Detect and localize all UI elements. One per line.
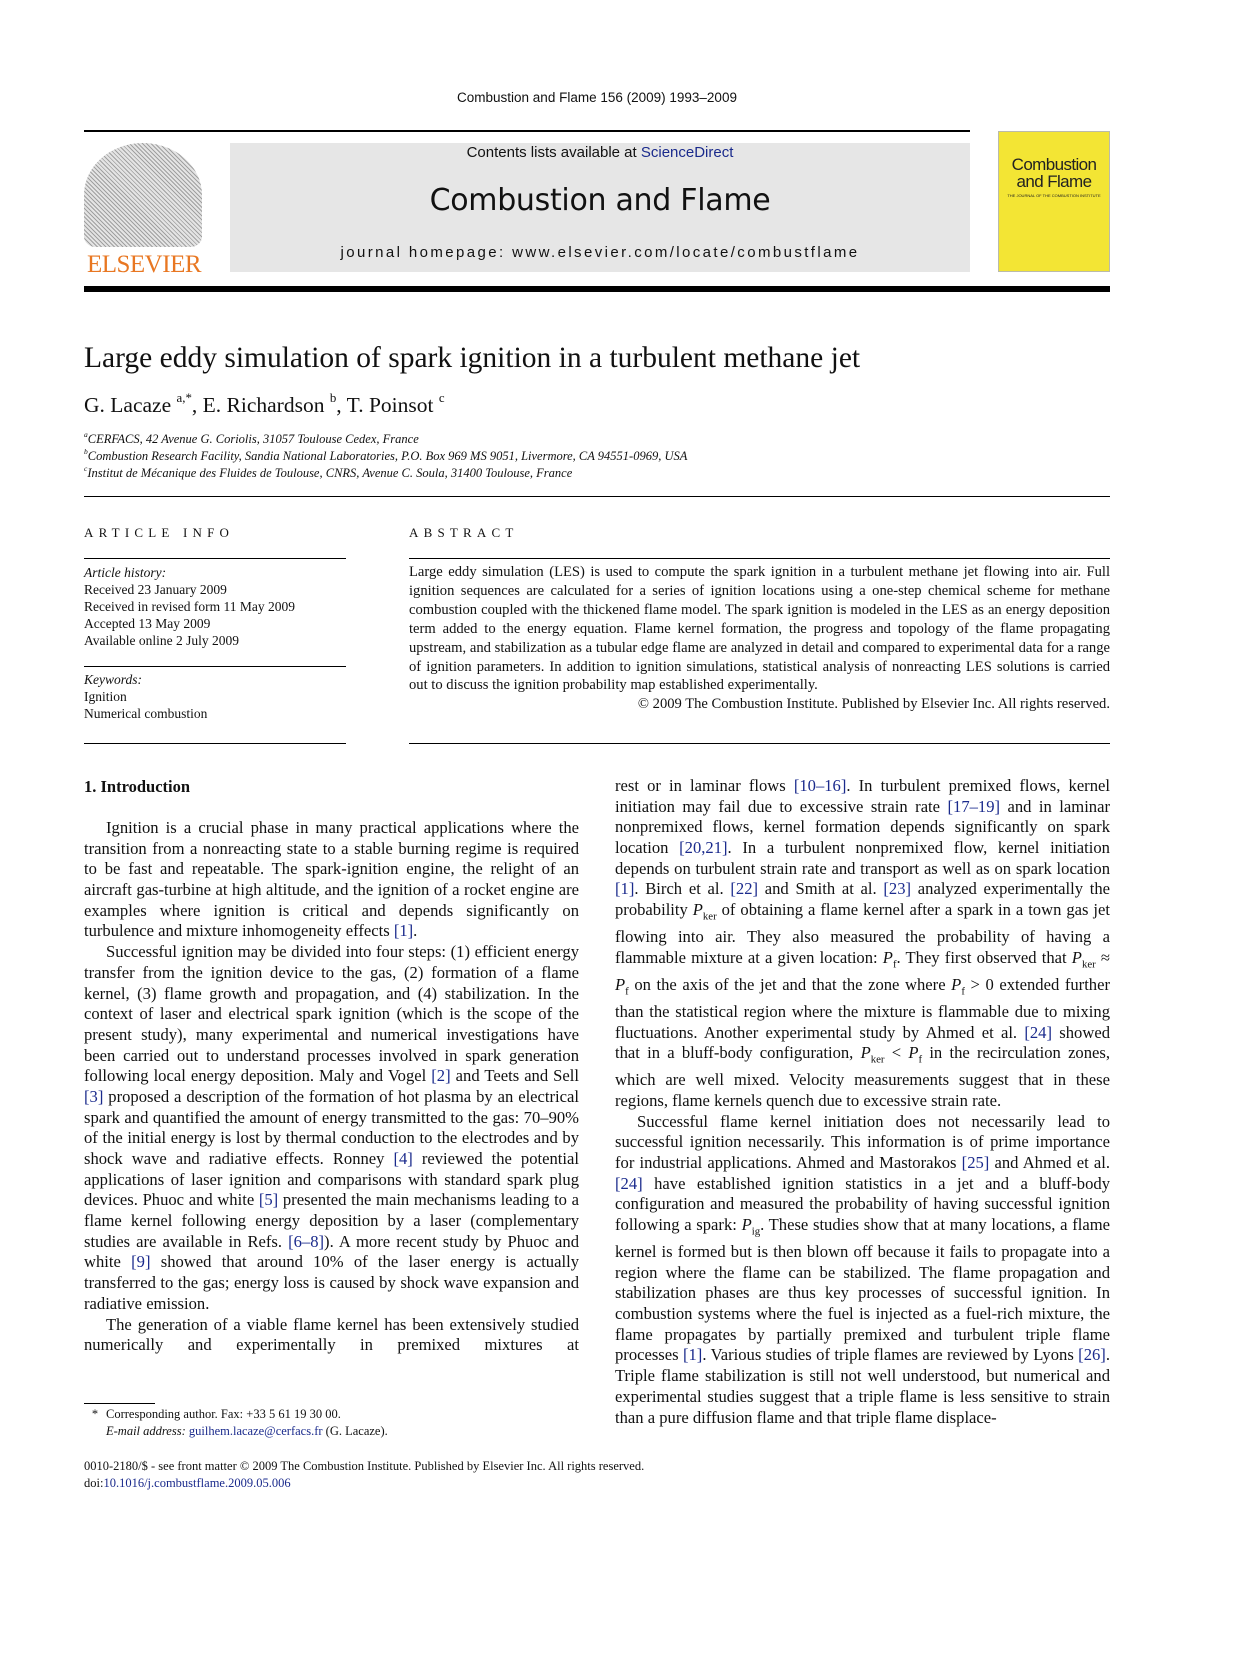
affil-text: CERFACS, 42 Avenue G. Coriolis, 31057 Toulouse Cedex, France	[87, 432, 419, 446]
variable-subscript: f	[892, 958, 897, 971]
body-paragraph	[84, 1315, 579, 1356]
variable-symbol: P	[615, 974, 626, 994]
body-text: proposed a description of the formation of hot plasma by an electrical spark and quantified the amount of energy transmitted to the gas: 70–90% of the initial energy is lost by thermal conduction to the electrodes and by shock wave and radiative effects. Ronney	[84, 1086, 579, 1168]
variable-symbol: P	[882, 947, 893, 967]
cover-title-2: and Flame	[1016, 172, 1092, 191]
affiliation	[84, 432, 419, 447]
body-text: ≈	[1095, 947, 1110, 967]
body-paragraph	[84, 942, 579, 1314]
citation-link[interactable]: [25]	[961, 1152, 990, 1172]
math-variable	[882, 947, 897, 971]
divider	[409, 558, 1110, 559]
article-info	[84, 564, 346, 722]
body-text: > 0 extended further than the statistical region where the mixture is flammable due to mixing fluctuations. Another experimental study by Ahmed et al.	[615, 974, 1110, 1042]
body-text: . In turbulent premixed flows, kernel initiation may fail due to excessive strain rate	[615, 776, 1110, 816]
elsevier-logo	[84, 143, 204, 277]
body-text: . These studies show that at many locations, a flame kernel is formed but is then blown off because it fails to propagate into a region where the flame can be stabilized. The flame propagation and stabilization phases are thus key processes of successful ignition. In combustion systems where the fuel is injected as a fuel-rich mixture, the flame propagates by partially premixed and turbulent triple flame processes	[615, 1215, 1110, 1365]
citation-link[interactable]: [17–19]	[947, 796, 1001, 816]
keywords-label: Keywords:	[84, 672, 142, 687]
corresponding-author: Corresponding author. Fax: +33 5 61 19 30 00.	[106, 1407, 341, 1421]
journal-masthead	[230, 143, 970, 272]
author-name: E. Richardson	[202, 393, 325, 417]
abstract-text: Large eddy simulation (LES) is used to compute the spark ignition in a turbulent methane jet flowing into air. Full ignition sequences are calculated for a series of ignition locations using a one-step chemical scheme for methane combustion coupled with the thickened flame model. The spark ignition is modeled in the LES as an energy deposition term added to the energy equation. Flame kernel formation, the progress and topology of the flame propagating upstream, and stabilization as a tubular edge flame are analyzed in detail and compared to experimental data for a range of ignition parameters. In addition to ignition simulations, statistical analysis of nonreacting LES solutions is carried out to discuss the ignition probability map established experimentally.	[409, 564, 1110, 694]
journal-cover	[998, 131, 1110, 272]
body-paragraph	[615, 1112, 1110, 1429]
body-text: analyzed experimentally the probability	[615, 879, 1110, 920]
divider	[84, 743, 346, 744]
body-text: presented the main mechanisms leading to a flame kernel following energy deposition by a laser (complementary studies are available in Refs.	[84, 1190, 580, 1251]
author-affil-mark: b	[329, 391, 337, 405]
email-link[interactable]: guilhem.lacaze@cerfacs.fr	[188, 1424, 323, 1438]
author-name: G. Lacaze	[84, 393, 172, 417]
author-affil-mark: c	[438, 391, 445, 405]
body-text: . Various studies of triple flames are reviewed by Lyons	[702, 1345, 1079, 1365]
history-item: Received 23 January 2009	[84, 582, 227, 597]
author-name: T. Poinsot	[346, 393, 434, 417]
running-header: Combustion and Flame 156 (2009) 1993–2009	[457, 90, 737, 105]
body-text: . Triple flame stabilization is still not well understood, but numerical and experimental studies suggest that a triple flame is less sensitive to strain than a pure diffusion flame and that triple flame displace-	[615, 1345, 1110, 1427]
body-text: .	[413, 921, 418, 941]
math-variable	[741, 1215, 761, 1238]
math-variable	[692, 900, 717, 923]
history-label: Article history:	[84, 565, 167, 580]
math-variable	[1071, 947, 1096, 971]
math-variable	[615, 974, 629, 998]
history-item: Available online 2 July 2009	[84, 633, 239, 648]
body-text: . They first observed that	[896, 947, 1072, 967]
citation-link[interactable]: [22]	[730, 879, 759, 899]
body-text: rest or in laminar flows	[615, 776, 794, 795]
body-text: Successful flame kernel initiation does not necessarily lead to successful ignition necessarily. This information is of prime importance for industrial applications. Ahmed and Mastorakos	[615, 1111, 1110, 1172]
body-text: showed that in a bluff-body configuration,	[615, 1022, 1110, 1063]
copyright: © 2009 The Combustion Institute. Published by Elsevier Inc. All rights reserved.	[637, 696, 1110, 713]
abstract-heading: ABSTRACT	[409, 525, 519, 540]
footnote-mark: *	[91, 1407, 99, 1421]
variable-subscript: ker	[1081, 958, 1096, 971]
variable-subscript: f	[625, 985, 629, 998]
body-text: and Smith at al.	[758, 879, 884, 899]
top-rule	[84, 130, 970, 132]
math-variable	[951, 974, 965, 998]
page-footer	[84, 1458, 644, 1492]
keyword: Numerical combustion	[84, 706, 208, 721]
body-paragraph	[84, 818, 579, 942]
section-heading: 1. Introduction	[84, 777, 191, 796]
citation-link[interactable]: [20,21]	[679, 838, 728, 858]
body-text: and in laminar nonpremixed flows, kernel formation depends significantly on spark location	[615, 796, 1110, 858]
variable-symbol: P	[692, 900, 703, 920]
variable-subscript: f	[961, 985, 965, 998]
affil-mark: a	[84, 430, 88, 439]
email-suffix: (G. Lacaze).	[322, 1424, 388, 1438]
issn-line: 0010-2180/$ - see front matter © 2009 The Combustion Institute. Published by Elsevier Inc. All rights reserved.	[84, 1459, 645, 1473]
variable-subscript: ker	[870, 1053, 885, 1066]
body-right-column	[615, 776, 1110, 1428]
variable-symbol: P	[860, 1043, 871, 1063]
citation-link[interactable]: [3]	[84, 1086, 104, 1106]
contents-text: Contents lists available at	[466, 144, 641, 161]
variable-symbol: P	[951, 974, 962, 994]
citation-link[interactable]: [9]	[131, 1252, 151, 1272]
affiliation	[84, 466, 572, 481]
doi-link[interactable]: 10.1016/j.combustflame.2009.05.006	[103, 1476, 291, 1490]
journal-homepage[interactable]: journal homepage: www.elsevier.com/locate/combustflame	[340, 244, 860, 261]
affiliation	[84, 449, 687, 464]
header-bar	[84, 286, 1110, 292]
footnote-rule	[84, 1403, 155, 1404]
body-text: <	[884, 1043, 909, 1063]
body-text: and Ahmed et al.	[989, 1152, 1110, 1172]
body-text: ). A more recent study by Phuoc and white	[84, 1231, 580, 1272]
citation-link[interactable]: [1]	[393, 921, 414, 941]
affil-mark: c	[84, 464, 88, 473]
citation-link[interactable]: [24]	[615, 1173, 643, 1193]
article-title: Large eddy simulation of spark ignition in a turbulent methane jet	[84, 342, 861, 374]
body-text: of obtaining a flame kernel after a spark in a town gas jet flowing into air. They also measured the probability of having a flammable mixture at a given location:	[615, 900, 1110, 967]
body-text: Ignition is a crucial phase in many practical applications where the transition from a nonreacting state to a stable burning regime is required to be fast and repeatable. The spark-ignition engine, the relight of an aircraft gas-turbine at high altitude, and the ignition of a rocket engine are examples where ignition is critical and depends significantly on turbulence and mixture inhomogeneity effects	[84, 818, 579, 941]
history-item: Received in revised form 11 May 2009	[84, 599, 295, 614]
doi-label: doi:	[84, 1476, 104, 1490]
body-text: and Teets and Sell	[450, 1066, 579, 1086]
citation-link[interactable]: [2]	[431, 1066, 451, 1086]
body-text: in the recirculation zones, which are well mixed. Velocity measurements suggest that in these regions, flame kernels quench due to excessive strain rate.	[615, 1043, 1110, 1110]
variable-subscript: f	[918, 1053, 923, 1066]
citation-link[interactable]: [4]	[393, 1149, 413, 1168]
citation-link[interactable]: [24]	[1024, 1022, 1053, 1042]
divider	[84, 666, 346, 667]
variable-symbol: P	[1071, 947, 1082, 967]
citation-link[interactable]: [6–8]	[288, 1231, 325, 1251]
variable-symbol: P	[741, 1215, 752, 1234]
citation-link[interactable]: [26]	[1078, 1345, 1106, 1365]
affil-text: Combustion Research Facility, Sandia National Laboratories, P.O. Box 969 MS 9051, Livermore, CA 94551-0969, USA	[87, 449, 688, 463]
citation-link[interactable]: [1]	[615, 879, 635, 899]
body-text: Successful ignition may be divided into four steps: (1) efficient energy transfer from the ignition device to the gas, (2) formation of a flame kernel, (3) flame growth and propagation, and (4) stabilization. In the context of laser and electrical spark ignition (which is the scope of the present study), many experimental and numerical investigations have been carried out to understand processes involved in spark generation following local energy deposition. Maly and Vogel	[84, 942, 579, 1086]
body-paragraph	[615, 776, 1110, 1112]
variable-subscript: ker	[702, 910, 717, 923]
body-text: . In a turbulent nonpremixed flow, kernel initiation depends on turbulent strain rate and transport as well as on spark location	[615, 838, 1110, 878]
article-info-heading: ARTICLE INFO	[84, 525, 235, 540]
divider	[409, 743, 1110, 744]
body-text: The generation of a viable flame kernel has been extensively studied numerically and experimentally in premixed mixtures at	[84, 1314, 579, 1355]
footnote	[84, 1406, 388, 1440]
variable-subscript: ig	[751, 1225, 761, 1238]
cover-title-1: Combustion	[1011, 155, 1097, 174]
body-text: have established ignition statistics in a jet and a bluff-body configuration and measured the probability of having successful ignition following a spark:	[615, 1173, 1110, 1234]
author-affil-mark: a,*	[176, 391, 192, 405]
elsevier-wordmark: ELSEVIER	[86, 251, 202, 278]
divider	[84, 558, 346, 559]
citation-link[interactable]: [5]	[258, 1190, 279, 1210]
sciencedirect-link[interactable]: ScienceDirect	[640, 144, 734, 161]
body-text: . Birch et al.	[634, 879, 731, 899]
citation-link[interactable]: [1]	[682, 1345, 703, 1365]
author-list: G. Lacaze $^{a,*}$, E. Richardson $^b$, T. Poinsot $^c$	[84, 391, 445, 417]
cover-subtitle: THE JOURNAL OF THE COMBUSTION INSTITUTE	[1007, 193, 1101, 198]
divider	[84, 496, 1110, 497]
history-item: Accepted 13 May 2009	[84, 616, 211, 631]
citation-link[interactable]: [10–16]	[793, 776, 847, 795]
body-text: showed that around 10% of the laser energy is actually transferred to the gas; energy loss is caused by shock wave expansion and radiative emission.	[84, 1252, 579, 1313]
body-left-column	[84, 818, 579, 1356]
abstract	[409, 563, 1110, 714]
elsevier-tree-icon	[84, 143, 202, 247]
variable-symbol: P	[908, 1043, 919, 1063]
body-text: on the axis of the jet and that the zone where	[628, 974, 952, 994]
keyword: Ignition	[84, 689, 127, 704]
math-variable	[908, 1043, 923, 1066]
email-label: E-mail address:	[106, 1424, 189, 1438]
affil-text: Institut de Mécanique des Fluides de Toulouse, CNRS, Avenue C. Soula, 31400 Toulouse, France	[87, 466, 573, 480]
body-text: reviewed the potential applications of laser ignition and comparisons with standard spark plug devices. Phuoc and white	[84, 1149, 579, 1210]
journal-name: Combustion and Flame	[429, 183, 771, 218]
citation-link[interactable]: [23]	[883, 879, 912, 899]
math-variable	[860, 1043, 885, 1066]
affil-mark: b	[84, 447, 88, 456]
